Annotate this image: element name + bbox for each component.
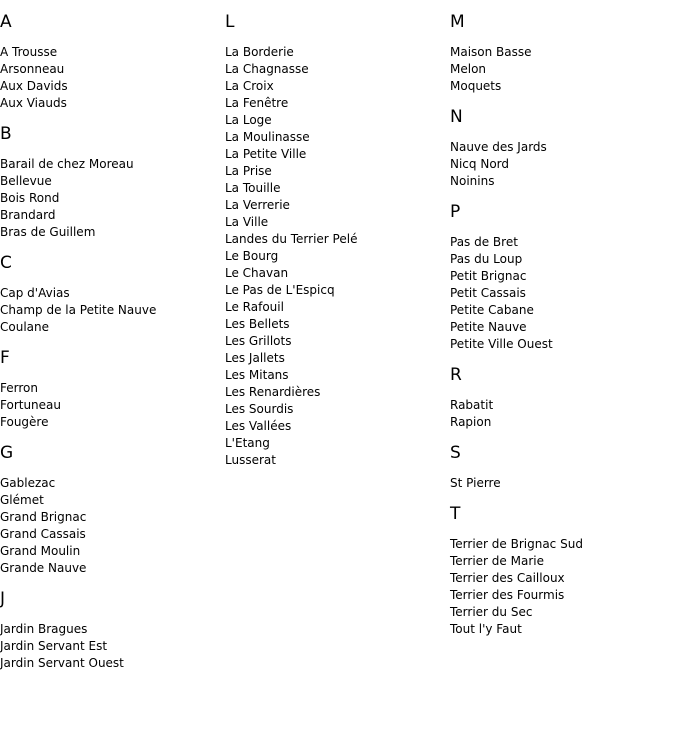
place-list	[0, 44, 220, 112]
place-name: Landes du Terrier Pelé	[225, 232, 358, 246]
place-name: Tout l'y Faut	[450, 622, 522, 636]
place-name: Le Pas de L'Espicq	[225, 283, 335, 297]
place-name: Glémet	[0, 493, 44, 507]
place-name: Ferron	[0, 381, 38, 395]
place-name: La Verrerie	[225, 198, 290, 212]
place-name: Petite Cabane	[450, 303, 534, 317]
letter-heading: M	[450, 12, 465, 32]
place-name: A Trousse	[0, 45, 58, 59]
letter-heading: L	[225, 12, 235, 32]
letter-group	[225, 12, 445, 469]
place-name: Jardin Servant Est	[0, 639, 108, 653]
place-name: Grand Moulin	[0, 544, 81, 558]
place-name: Pas de Bret	[450, 235, 518, 249]
place-name: Rapion	[450, 415, 492, 429]
place-name: La Ville	[225, 215, 269, 229]
place-name: Brandard	[0, 208, 56, 222]
letter-group	[450, 202, 670, 353]
place-name: Melon	[450, 62, 487, 76]
letter-heading: S	[450, 443, 461, 463]
place-list	[225, 44, 445, 469]
letter-heading: R	[450, 365, 462, 385]
place-name: La Touille	[225, 181, 281, 195]
letter-group	[450, 504, 670, 638]
place-name: Aux Viauds	[0, 96, 67, 110]
letter-group	[0, 12, 220, 112]
place-name: Champ de la Petite Nauve	[0, 303, 157, 317]
place-name: La Chagnasse	[225, 62, 309, 76]
place-name: Les Bellets	[225, 317, 290, 331]
letter-heading: A	[0, 12, 12, 32]
place-list	[450, 44, 670, 95]
place-name: La Prise	[225, 164, 272, 178]
place-name: Petit Cassais	[450, 286, 526, 300]
place-name: Grand Cassais	[0, 527, 86, 541]
letter-group	[450, 12, 670, 95]
place-name: Terrier de Brignac Sud	[450, 537, 583, 551]
place-name: Moquets	[450, 79, 502, 93]
place-name: Terrier du Sec	[450, 605, 533, 619]
place-name: Les Mitans	[225, 368, 289, 382]
place-name: La Petite Ville	[225, 147, 307, 161]
letter-group	[0, 589, 220, 672]
place-name: Les Jallets	[225, 351, 285, 365]
place-name: St Pierre	[450, 476, 501, 490]
letter-group	[450, 365, 670, 431]
place-name: Nauve des Jards	[450, 140, 547, 154]
letter-heading: B	[0, 124, 12, 144]
letter-group	[450, 107, 670, 190]
place-name: Le Chavan	[225, 266, 289, 280]
place-name: Le Bourg	[225, 249, 279, 263]
place-name: Le Rafouil	[225, 300, 284, 314]
place-list	[0, 380, 220, 431]
index-column-2	[225, 12, 445, 481]
place-name: L'Etang	[225, 436, 270, 450]
place-name: Nicq Nord	[450, 157, 509, 171]
place-name: La Loge	[225, 113, 272, 127]
place-name: Arsonneau	[0, 62, 65, 76]
place-name: Jardin Bragues	[0, 622, 88, 636]
letter-heading: N	[450, 107, 463, 127]
place-name: Grand Brignac	[0, 510, 87, 524]
place-name: La Moulinasse	[225, 130, 310, 144]
letter-group	[0, 443, 220, 577]
letter-heading: C	[0, 253, 12, 273]
place-name: Les Vallées	[225, 419, 292, 433]
letter-group	[0, 348, 220, 431]
place-list	[450, 397, 670, 431]
place-name: La Borderie	[225, 45, 294, 59]
place-name: Rabatit	[450, 398, 494, 412]
place-list	[0, 285, 220, 336]
place-list	[450, 139, 670, 190]
place-name: Terrier des Fourmis	[450, 588, 565, 602]
place-name: Lusserat	[225, 453, 276, 467]
place-name: Petite Nauve	[450, 320, 527, 334]
place-name: Bellevue	[0, 174, 52, 188]
place-name: Bois Rond	[0, 191, 60, 205]
index-column-1	[0, 12, 220, 684]
place-name: Aux Davids	[0, 79, 68, 93]
letter-group	[450, 443, 670, 492]
place-name: Bras de Guillem	[0, 225, 96, 239]
place-name: Fortuneau	[0, 398, 62, 412]
letter-heading: T	[450, 504, 461, 524]
place-name: La Croix	[225, 79, 274, 93]
place-name: Terrier de Marie	[450, 554, 544, 568]
place-name: La Fenêtre	[225, 96, 289, 110]
letter-heading: P	[450, 202, 461, 222]
letter-heading: J	[0, 589, 6, 609]
place-list	[450, 536, 670, 638]
place-name: Maison Basse	[450, 45, 532, 59]
place-name: Noinins	[450, 174, 495, 188]
place-name: Terrier des Cailloux	[450, 571, 565, 585]
place-list	[0, 156, 220, 241]
place-name: Cap d'Avias	[0, 286, 70, 300]
place-name: Jardin Servant Ouest	[0, 656, 124, 670]
index-column-3	[450, 12, 670, 650]
place-name: Les Renardières	[225, 385, 321, 399]
letter-heading: G	[0, 443, 14, 463]
place-list	[450, 475, 670, 492]
place-name: Coulane	[0, 320, 50, 334]
place-list	[450, 234, 670, 353]
place-name: Fougère	[0, 415, 49, 429]
place-name: Grande Nauve	[0, 561, 87, 575]
place-list	[0, 621, 220, 672]
place-name: Les Grillots	[225, 334, 292, 348]
letter-heading: F	[0, 348, 10, 368]
letter-group	[0, 124, 220, 241]
place-name: Petit Brignac	[450, 269, 527, 283]
place-name: Petite Ville Ouest	[450, 337, 553, 351]
place-name: Pas du Loup	[450, 252, 523, 266]
place-name: Barail de chez Moreau	[0, 157, 134, 171]
place-list	[0, 475, 220, 577]
letter-group	[0, 253, 220, 336]
place-name: Gablezac	[0, 476, 56, 490]
place-name: Les Sourdis	[225, 402, 294, 416]
